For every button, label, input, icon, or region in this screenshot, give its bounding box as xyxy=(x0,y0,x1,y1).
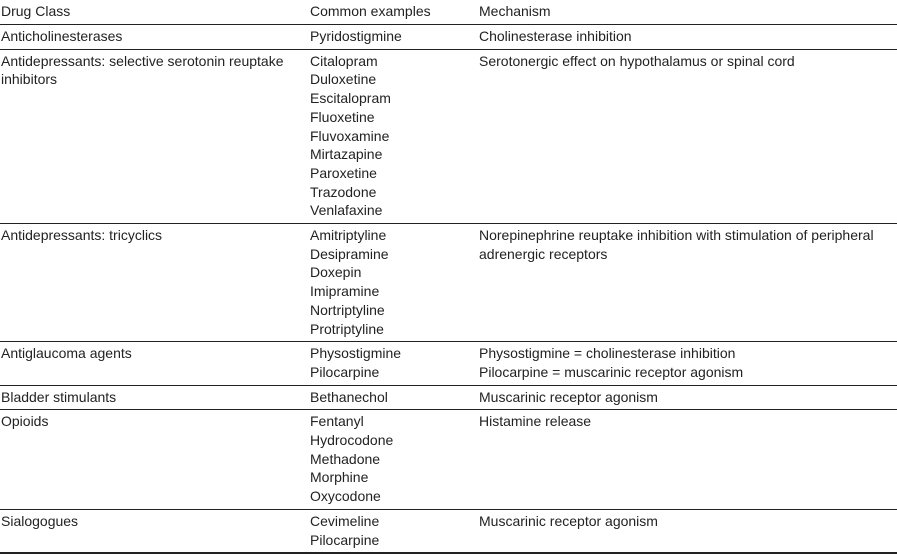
example-drug: Hydrocodone xyxy=(310,432,394,449)
drug-class-cell xyxy=(0,25,310,50)
example-drug: Trazodone xyxy=(310,183,377,200)
mechanism-cell xyxy=(479,410,897,510)
example-drug: Escitalopram xyxy=(310,90,391,107)
header-common-examples: Common examples xyxy=(310,0,479,25)
common-examples-cell xyxy=(310,49,479,223)
drug-class-cell xyxy=(0,385,310,410)
table-body xyxy=(0,25,897,554)
example-drug: Nortriptyline xyxy=(310,301,385,318)
header-mechanism: Mechanism xyxy=(479,0,897,25)
drug-class-text: Sialogogues xyxy=(1,512,79,529)
common-examples-cell xyxy=(310,342,479,385)
example-drug: Paroxetine xyxy=(310,164,377,181)
common-examples-cell xyxy=(310,224,479,342)
table-row xyxy=(0,224,897,342)
drug-class-cell xyxy=(0,49,310,223)
example-drug: Imipramine xyxy=(310,283,380,300)
example-drug: Bethanechol xyxy=(310,388,388,405)
mechanism-text: Norepinephrine reuptake inhibition with stimulation of peripheral adrenergic receptors xyxy=(479,227,874,262)
table-row xyxy=(0,49,897,223)
drug-class-cell xyxy=(0,342,310,385)
example-drug: Fentanyl xyxy=(310,413,364,430)
table-row xyxy=(0,385,897,410)
common-examples-cell xyxy=(310,509,479,553)
mechanism-cell xyxy=(479,509,897,553)
example-drug: Fluoxetine xyxy=(310,108,375,125)
drug-class-cell xyxy=(0,224,310,342)
example-drug: Duloxetine xyxy=(310,71,377,88)
drug-class-text: Anticholinesterases xyxy=(1,28,123,44)
example-drug: Protriptyline xyxy=(310,320,384,337)
example-drug: Citalopram xyxy=(310,52,378,69)
example-drug: Physostigmine xyxy=(310,345,402,362)
common-examples-cell xyxy=(310,410,479,510)
header-drug-class: Drug Class xyxy=(0,0,310,25)
mechanism-text: Muscarinic receptor agonism xyxy=(479,512,658,529)
drug-class-text: Antiglaucoma agents xyxy=(1,345,132,362)
drug-class-text: Antidepressants: selective serotonin reuptake inhibitors xyxy=(1,52,284,88)
table-row xyxy=(0,342,897,385)
drug-class-text: Bladder stimulants xyxy=(1,388,117,405)
drug-class-text: Antidepressants: tricyclics xyxy=(1,227,163,244)
example-drug: Pyridostigmine xyxy=(310,28,402,44)
drug-class-text: Opioids xyxy=(1,413,49,430)
example-drug: Fluvoxamine xyxy=(310,127,390,144)
example-drug: Morphine xyxy=(310,469,369,486)
drug-class-cell xyxy=(0,410,310,510)
example-drug: Methadone xyxy=(310,450,381,467)
example-drug: Desipramine xyxy=(310,245,389,262)
table-row xyxy=(0,25,897,50)
mechanism-text: Serotonergic effect on hypothalamus or spinal cord xyxy=(479,52,795,69)
mechanism-text: Cholinesterase inhibition xyxy=(479,28,632,44)
common-examples-cell xyxy=(310,25,479,50)
mechanism-text: Histamine release xyxy=(479,413,592,430)
example-drug: Oxycodone xyxy=(310,488,381,505)
drug-class-cell xyxy=(0,509,310,553)
mechanism-cell xyxy=(479,25,897,50)
example-drug: Mirtazapine xyxy=(310,146,383,163)
table-header-row xyxy=(0,0,897,25)
example-drug: Pilocarpine xyxy=(310,531,380,548)
common-examples-cell xyxy=(310,385,479,410)
example-drug: Cevimeline xyxy=(310,512,380,529)
mechanism-cell xyxy=(479,342,897,385)
table-row xyxy=(0,410,897,510)
example-drug: Venlafaxine xyxy=(310,202,383,219)
mechanism-text: Pilocarpine = muscarinic receptor agonism xyxy=(479,363,744,380)
mechanism-text: Muscarinic receptor agonism xyxy=(479,388,658,405)
example-drug: Doxepin xyxy=(310,264,362,281)
example-drug: Pilocarpine xyxy=(310,363,380,380)
mechanism-cell xyxy=(479,49,897,223)
example-drug: Amitriptyline xyxy=(310,227,387,244)
mechanism-cell xyxy=(479,224,897,342)
mechanism-text: Physostigmine = cholinesterase inhibition xyxy=(479,345,736,362)
mechanism-cell xyxy=(479,385,897,410)
table-row xyxy=(0,509,897,553)
